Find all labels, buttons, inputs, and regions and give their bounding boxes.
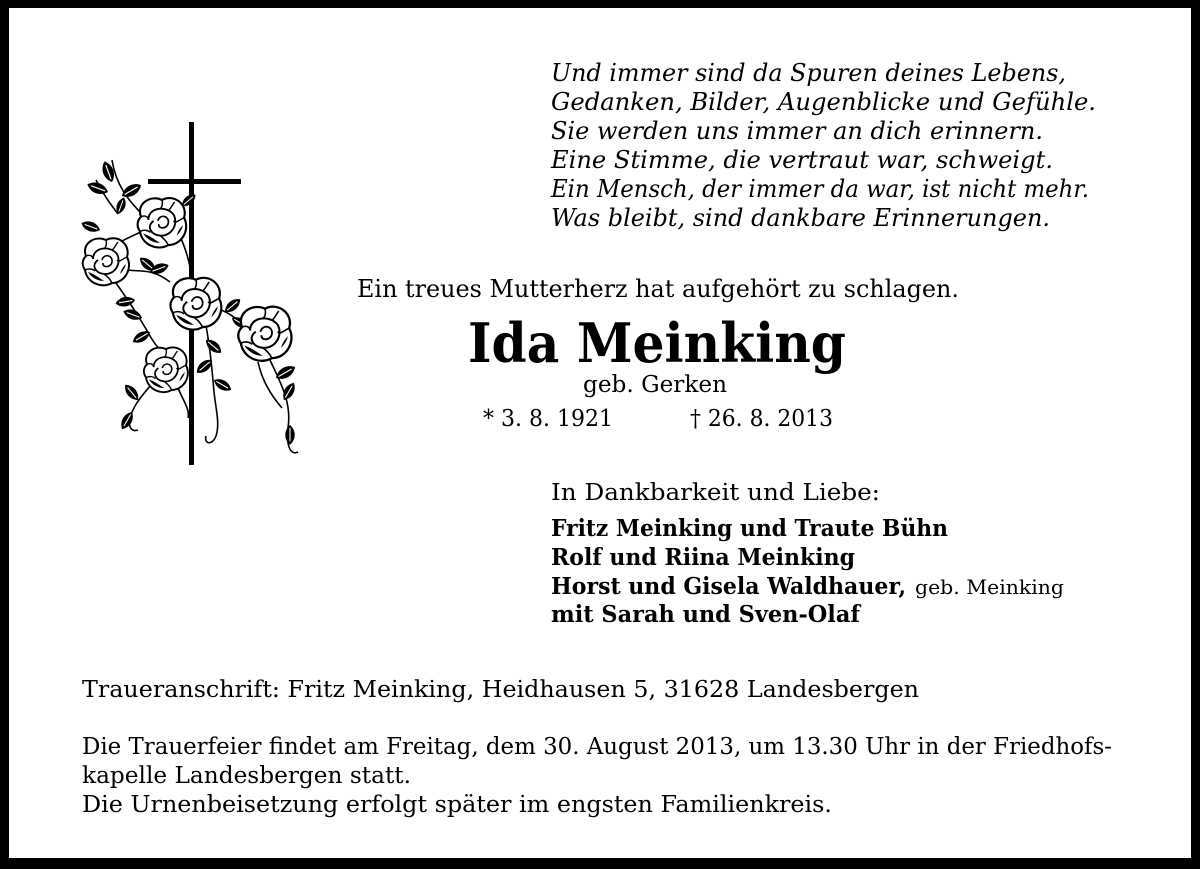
poem [550,59,1096,232]
rose [138,198,187,247]
poem-line: Sie werden uns immer an dich erinnern. [551,117,1043,145]
mourner-line: Fritz Meinking und Traute Bühn [551,515,949,542]
mourner-note: geb. Meinking [915,575,1065,599]
poem-line: Ein Mensch, der immer da war, ist nicht mehr. [550,175,1089,203]
rose [170,278,221,330]
mourners-heading: In Dankbarkeit und Liebe: [551,480,880,506]
poem-line: Was bleibt, sind dankbare Erinnerungen. [551,204,1050,232]
cross-horizontal-bar [148,179,241,184]
deceased-name: Ida Meinking [468,311,846,375]
intro-line: Ein treues Mutterherz hat aufgehört zu schlagen. [357,275,959,303]
service-line: Die Urnenbeisetzung erfolgt später im engsten Familienkreis. [82,792,832,818]
death-date: † 26. 8. 2013 [690,406,833,432]
birth-date: * 3. 8. 1921 [483,406,613,432]
rose [83,238,129,285]
birth-name: geb. Gerken [583,372,728,398]
poem-line: Eine Stimme, die vertraut war, schweigt. [549,146,1053,174]
mourner-line: Horst und Gisela Waldhauer, [551,573,906,600]
poem-line: Und immer sind da Spuren deines Lebens, [551,59,1066,87]
rose [238,307,291,361]
poem-line: Gedanken, Bilder, Augenblicke und Gefühle. [551,88,1096,116]
mourning-address: Traueranschrift: Fritz Meinking, Heidhausen 5, 31628 Landesbergen [82,677,920,703]
service-line: Die Trauerfeier findet am Freitag, dem 30. August 2013, um 13.30 Uhr in der Friedhofs- [82,734,1112,760]
service-line: kapelle Landesbergen statt. [82,763,411,789]
rose [144,347,188,392]
mourner-line: mit Sarah und Sven-Olaf [551,601,863,628]
mourner-line: Rolf und Riina Meinking [551,544,855,571]
